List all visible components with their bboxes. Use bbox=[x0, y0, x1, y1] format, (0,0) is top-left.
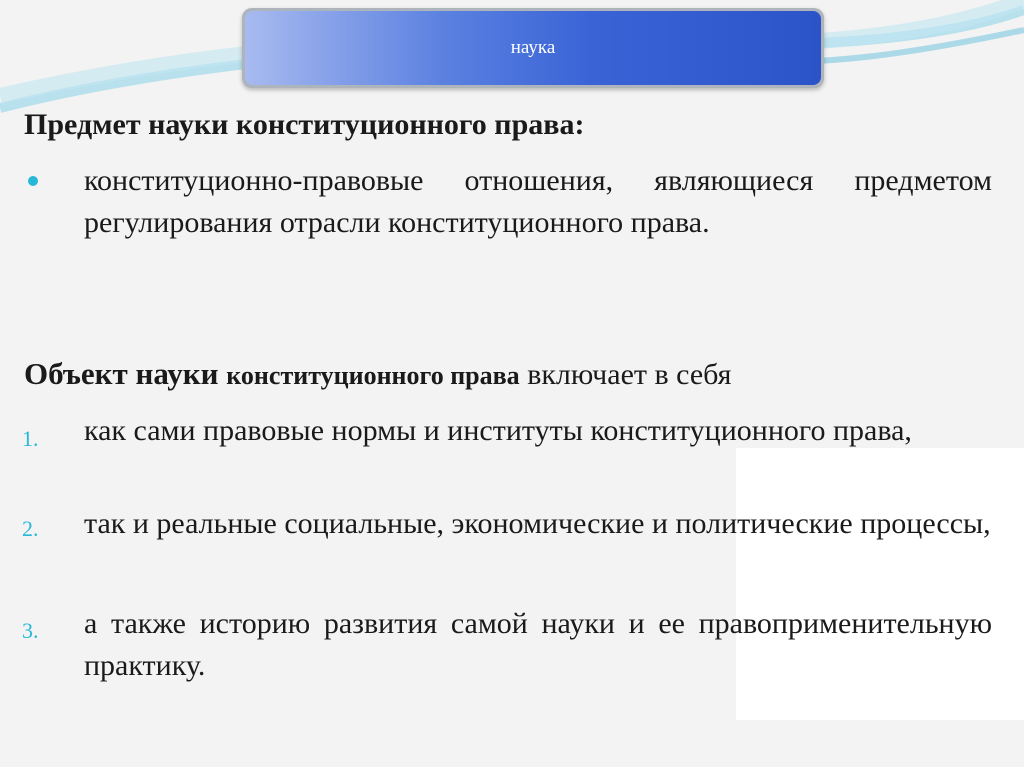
list-number-3: 3. bbox=[22, 618, 39, 643]
title-box bbox=[242, 8, 824, 88]
heading-object-part2: конституционного права bbox=[226, 361, 520, 390]
heading-subject: Предмет науки конституционного права: bbox=[24, 108, 585, 141]
heading-object-part3: включает в себя bbox=[519, 358, 732, 391]
heading-object bbox=[24, 356, 731, 392]
bullet-subject-text: конституционно-правовые отношения, являющиеся предметом регулирования отрасли конституционного права. bbox=[84, 164, 992, 239]
slide-title: наука bbox=[245, 11, 821, 85]
list-item-1: как сами правовые нормы и институты конституционного права, bbox=[84, 414, 912, 447]
list-item-3: а также историю развития самой науки и ее правоприменительную практику. bbox=[84, 607, 992, 682]
list-item-2: так и реальные социальные, экономические и политические процессы, bbox=[84, 507, 991, 540]
list-number-2: 2. bbox=[22, 516, 39, 541]
bullet-dot-icon bbox=[28, 176, 38, 186]
heading-object-part1: Объект науки bbox=[24, 356, 227, 391]
list-number-1: 1. bbox=[22, 426, 39, 451]
